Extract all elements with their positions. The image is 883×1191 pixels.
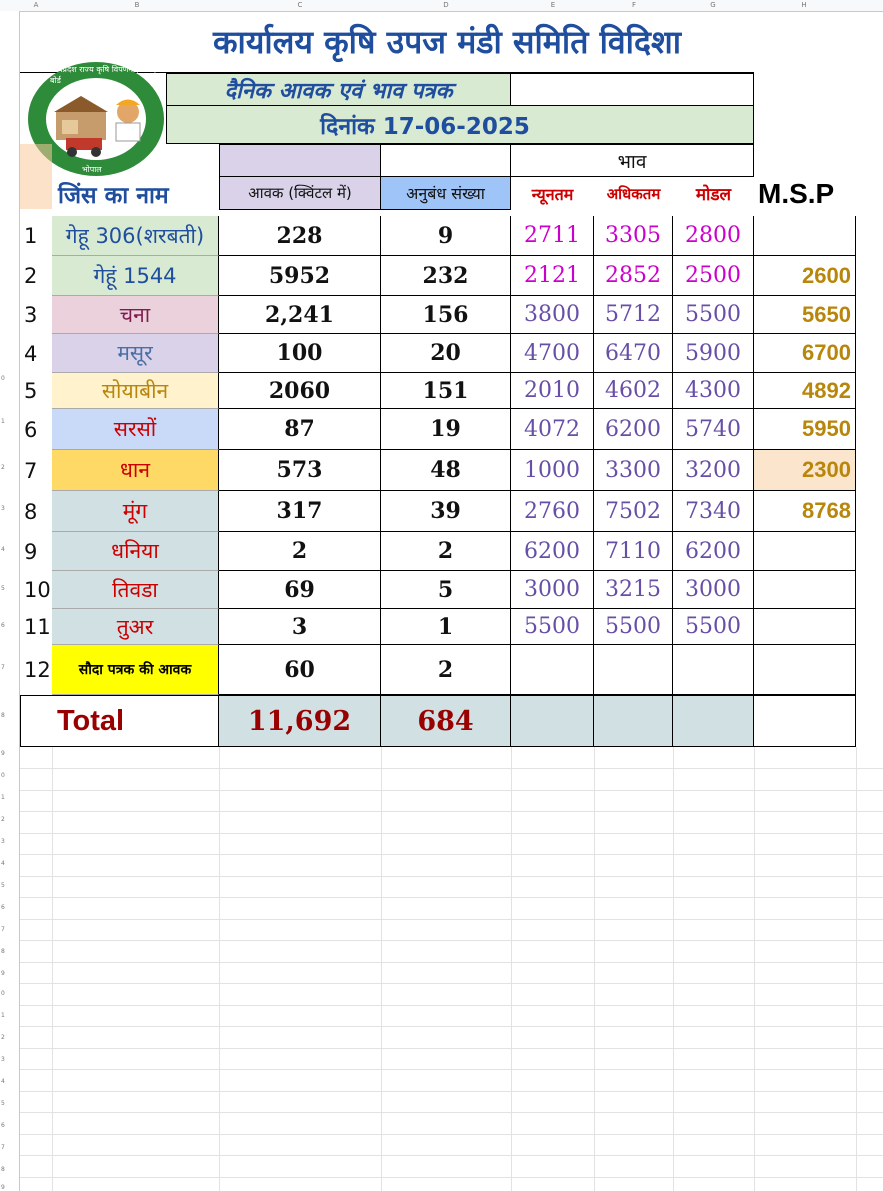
total-arrival: 11,692 <box>247 705 352 737</box>
modal-header: मोडल <box>695 185 732 205</box>
row-number[interactable]: 3 <box>1 1056 5 1063</box>
serial-number-cell[interactable]: 11 <box>24 615 51 639</box>
max-cell[interactable]: 6200 <box>594 409 673 450</box>
column-header-a[interactable]: A <box>33 1 39 9</box>
arrival-cell[interactable]: 60 <box>219 645 381 695</box>
row-number[interactable]: 4 <box>1 546 5 553</box>
arrival-cell[interactable]: 573 <box>219 450 381 491</box>
contracts-header-top[interactable] <box>381 144 511 177</box>
total-msp-cell[interactable] <box>754 695 856 747</box>
serial-number-cell[interactable]: 12 <box>24 658 51 682</box>
msp-cell[interactable]: 4892 <box>754 373 856 409</box>
grid-line <box>594 747 595 1191</box>
contracts-cell[interactable]: 48 <box>381 450 511 491</box>
contracts-cell[interactable]: 2 <box>381 645 511 695</box>
row-number[interactable]: 9 <box>1 1184 5 1191</box>
subtitle-cell[interactable] <box>166 73 511 106</box>
min-cell[interactable]: 4072 <box>511 409 594 450</box>
logo-board-name: मध्यप्रदेश राज्य कृषि विपणन (मण्डी) बोर्ड <box>50 65 157 85</box>
max-cell[interactable]: 3305 <box>594 216 673 256</box>
min-cell[interactable]: 4700 <box>511 334 594 373</box>
grid-line <box>381 747 382 1191</box>
contracts-header: अनुबंध संख्या <box>406 184 485 203</box>
row-header-bar <box>0 11 20 1191</box>
name-cell[interactable]: धनिया <box>52 532 219 571</box>
max-cell[interactable]: 5500 <box>594 609 673 645</box>
max-cell[interactable] <box>594 645 673 695</box>
msp-cell[interactable] <box>754 216 856 256</box>
date-text: दिनांक 17-06-2025 <box>320 113 530 140</box>
row-number[interactable]: 3 <box>1 838 5 845</box>
row-number[interactable]: 9 <box>1 750 5 757</box>
min-cell[interactable]: 6200 <box>511 532 594 571</box>
arrival-cell[interactable]: 317 <box>219 491 381 532</box>
name-cell[interactable]: मसूर <box>52 334 219 373</box>
total-contracts: 684 <box>417 705 474 737</box>
contracts-cell[interactable]: 5 <box>381 571 511 609</box>
msp-cell[interactable]: 6700 <box>754 334 856 373</box>
row-number[interactable]: 4 <box>1 1078 5 1085</box>
msp-header: M.S.P <box>758 177 835 209</box>
modal-cell[interactable]: 3200 <box>673 450 754 491</box>
modal-header-cell[interactable] <box>673 177 754 210</box>
contracts-cell[interactable]: 1 <box>381 609 511 645</box>
min-cell[interactable] <box>511 645 594 695</box>
name-cell[interactable]: चना <box>52 296 219 334</box>
grid-line <box>52 747 53 1191</box>
modal-cell[interactable]: 5500 <box>673 609 754 645</box>
max-cell[interactable]: 4602 <box>594 373 673 409</box>
max-header-cell[interactable] <box>594 177 673 210</box>
name-cell[interactable]: सोयाबीन <box>52 373 219 409</box>
modal-cell[interactable] <box>673 645 754 695</box>
contracts-cell[interactable]: 20 <box>381 334 511 373</box>
modal-cell[interactable]: 5740 <box>673 409 754 450</box>
contracts-cell[interactable]: 156 <box>381 296 511 334</box>
max-cell[interactable]: 5712 <box>594 296 673 334</box>
bhav-header-cell[interactable] <box>511 144 754 177</box>
row-number[interactable]: 2 <box>1 1034 5 1041</box>
row-number[interactable]: 5 <box>1 882 5 889</box>
min-cell[interactable]: 3000 <box>511 571 594 609</box>
min-cell[interactable]: 2760 <box>511 491 594 532</box>
total-arrival-cell[interactable] <box>219 695 381 747</box>
serial-number-cell[interactable]: 10 <box>24 578 51 602</box>
name-cell[interactable]: सरसों <box>52 409 219 450</box>
serial-number-cell[interactable]: 2 <box>24 264 38 288</box>
contracts-cell[interactable]: 39 <box>381 491 511 532</box>
row-number[interactable]: 8 <box>1 948 5 955</box>
contracts-cell[interactable]: 19 <box>381 409 511 450</box>
msp-cell[interactable] <box>754 645 856 695</box>
sr-header-cell[interactable] <box>20 144 52 209</box>
row-number[interactable]: 8 <box>1 712 5 719</box>
row-number[interactable]: 2 <box>1 464 5 471</box>
grid-line <box>219 747 220 1191</box>
msp-cell[interactable]: 2600 <box>754 256 856 296</box>
grid-line <box>511 747 512 1191</box>
min-cell[interactable]: 1000 <box>511 450 594 491</box>
row-number[interactable]: 6 <box>1 1122 5 1129</box>
name-cell[interactable]: सौदा पत्रक की आवक <box>52 645 219 695</box>
row-number[interactable]: 7 <box>1 664 5 671</box>
row-number[interactable]: 0 <box>1 772 5 779</box>
commodity-header: जिंस का नाम <box>58 182 169 209</box>
total-modal-cell[interactable] <box>673 695 754 747</box>
contracts-cell[interactable]: 232 <box>381 256 511 296</box>
arrival-cell[interactable]: 2,241 <box>219 296 381 334</box>
serial-number-cell[interactable]: 7 <box>24 458 38 483</box>
modal-cell[interactable]: 5900 <box>673 334 754 373</box>
serial-number-cell[interactable]: 3 <box>24 303 38 327</box>
arrival-cell[interactable]: 3 <box>219 609 381 645</box>
msp-cell[interactable] <box>754 609 856 645</box>
row-number[interactable]: 0 <box>1 375 5 382</box>
column-header-g[interactable]: G <box>710 1 716 9</box>
subtitle-text: दैनिक आवक एवं भाव पत्रक <box>224 78 453 104</box>
subtitle-blank-cell[interactable] <box>511 73 754 106</box>
msp-cell[interactable]: 5650 <box>754 296 856 334</box>
serial-number-cell[interactable]: 4 <box>24 341 38 366</box>
msp-header-cell[interactable] <box>754 177 856 210</box>
row-number[interactable]: 9 <box>1 970 5 977</box>
arrival-header-cell[interactable] <box>219 177 381 210</box>
min-header-cell[interactable] <box>511 177 594 210</box>
modal-cell[interactable]: 5500 <box>673 296 754 334</box>
contracts-header-cell[interactable] <box>381 177 511 210</box>
row-number[interactable]: 7 <box>1 926 5 933</box>
modal-cell[interactable]: 7340 <box>673 491 754 532</box>
arrival-header-top[interactable] <box>219 144 381 177</box>
grid-line <box>754 747 755 1191</box>
msp-cell[interactable] <box>754 571 856 609</box>
row-number[interactable]: 8 <box>1 1166 5 1173</box>
name-cell[interactable]: तुअर <box>52 609 219 645</box>
modal-cell[interactable]: 3000 <box>673 571 754 609</box>
max-cell[interactable]: 7502 <box>594 491 673 532</box>
office-title: कार्यालय कृषि उपज मंडी समिति विदिशा <box>212 23 682 61</box>
commodity-header-cell[interactable] <box>52 177 219 210</box>
serial-number-cell[interactable]: 1 <box>24 224 38 248</box>
row-number[interactable]: 5 <box>1 1100 5 1107</box>
column-header-f[interactable]: F <box>631 1 637 9</box>
max-cell[interactable]: 2852 <box>594 256 673 296</box>
name-cell[interactable]: गेहूं 1544 <box>52 256 219 296</box>
row-number[interactable]: 6 <box>1 904 5 911</box>
name-cell[interactable]: तिवडा <box>52 571 219 609</box>
arrival-cell[interactable]: 2060 <box>219 373 381 409</box>
contracts-cell[interactable]: 2 <box>381 532 511 571</box>
column-header-c[interactable]: C <box>297 1 303 9</box>
total-contracts-cell[interactable] <box>381 695 511 747</box>
arrival-cell[interactable]: 5952 <box>219 256 381 296</box>
arrival-header: आवक (क्विंटल में) <box>248 184 352 202</box>
row-number[interactable]: 7 <box>1 1144 5 1151</box>
modal-cell[interactable]: 6200 <box>673 532 754 571</box>
date-cell[interactable] <box>166 106 754 144</box>
column-header-d[interactable]: D <box>443 1 449 9</box>
arrival-cell[interactable]: 69 <box>219 571 381 609</box>
arrival-cell[interactable]: 2 <box>219 532 381 571</box>
max-cell[interactable]: 7110 <box>594 532 673 571</box>
max-header: अधिकतम <box>606 184 661 203</box>
bhav-label: भाव <box>617 150 647 173</box>
name-cell[interactable]: धान <box>52 450 219 491</box>
contracts-cell[interactable]: 9 <box>381 216 511 256</box>
arrival-cell[interactable]: 100 <box>219 334 381 373</box>
modal-cell[interactable]: 4300 <box>673 373 754 409</box>
name-cell[interactable]: मूंग <box>52 491 219 532</box>
msp-cell[interactable]: 8768 <box>754 491 856 532</box>
row-number[interactable]: 3 <box>1 505 5 512</box>
min-cell[interactable]: 2010 <box>511 373 594 409</box>
min-cell[interactable]: 2711 <box>511 216 594 256</box>
arrival-cell[interactable]: 87 <box>219 409 381 450</box>
row-number[interactable]: 5 <box>1 585 5 592</box>
msp-cell[interactable]: 5950 <box>754 409 856 450</box>
row-number[interactable]: 4 <box>1 860 5 867</box>
row-number[interactable]: 0 <box>1 990 5 997</box>
total-max-cell[interactable] <box>594 695 673 747</box>
max-cell[interactable]: 3215 <box>594 571 673 609</box>
min-header: न्यूनतम <box>531 184 574 204</box>
row-number[interactable]: 6 <box>1 622 5 629</box>
row-number[interactable]: 1 <box>1 418 5 425</box>
msp-cell[interactable]: 2300 <box>754 450 856 491</box>
total-min-cell[interactable] <box>511 695 594 747</box>
max-cell[interactable]: 6470 <box>594 334 673 373</box>
grid-line <box>856 747 857 1191</box>
total-label: Total <box>57 704 125 737</box>
serial-number-cell[interactable]: 9 <box>24 539 38 564</box>
modal-cell[interactable]: 2800 <box>673 216 754 256</box>
row-number[interactable]: 2 <box>1 816 5 823</box>
min-cell[interactable]: 2121 <box>511 256 594 296</box>
row-number[interactable]: 1 <box>1 794 5 801</box>
name-cell[interactable]: गेहू 306(शरबती) <box>52 216 219 256</box>
modal-cell[interactable]: 2500 <box>673 256 754 296</box>
total-label-cell[interactable] <box>20 695 219 747</box>
contracts-cell[interactable]: 151 <box>381 373 511 409</box>
column-header-e[interactable]: E <box>550 1 556 9</box>
logo-city: भोपाल <box>82 165 102 174</box>
serial-number-cell[interactable]: 6 <box>24 417 38 442</box>
serial-number-cell[interactable]: 8 <box>24 499 38 524</box>
msp-cell[interactable] <box>754 532 856 571</box>
serial-number-cell[interactable]: 5 <box>24 379 38 403</box>
min-cell[interactable]: 5500 <box>511 609 594 645</box>
column-header-h[interactable]: H <box>801 1 807 9</box>
row-number[interactable]: 1 <box>1 1012 5 1019</box>
max-cell[interactable]: 3300 <box>594 450 673 491</box>
column-header-b[interactable]: B <box>134 1 140 9</box>
min-cell[interactable]: 3800 <box>511 296 594 334</box>
arrival-cell[interactable]: 228 <box>219 216 381 256</box>
grid-line <box>673 747 674 1191</box>
